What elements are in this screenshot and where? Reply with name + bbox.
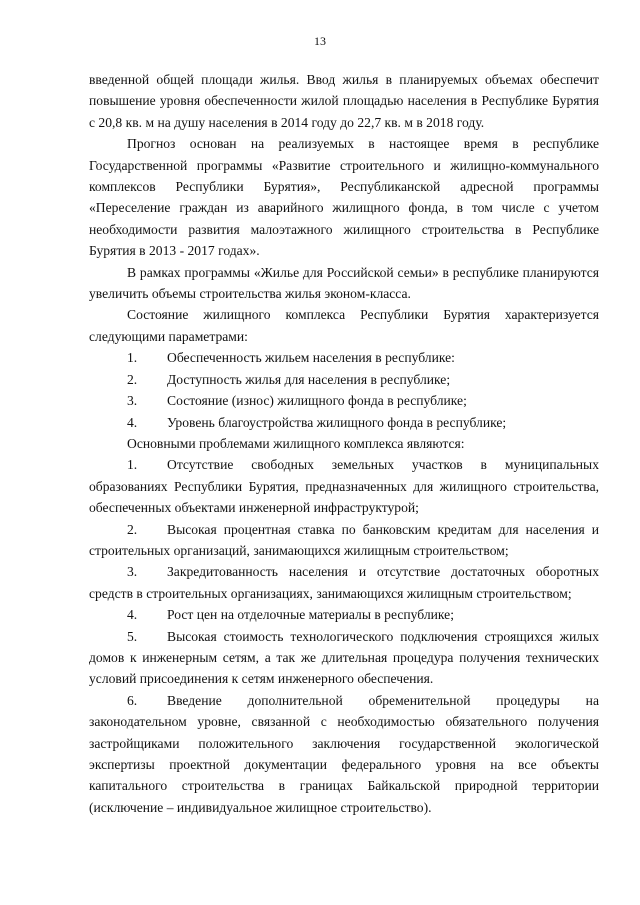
page-number: 13	[314, 34, 326, 48]
list-item-number: 2.	[127, 521, 138, 537]
list-item-text: Высокая стоимость технологического подключения строящихся жилых домов к инженерным сетям, а так же длительная процедура получения технических условий присоединения к сетям инженерного обеспечения.	[89, 628, 599, 687]
list-item	[89, 690, 599, 818]
paragraph	[89, 133, 599, 261]
paragraph	[89, 262, 599, 305]
list-item-text: Высокая процентная ставка по банковским кредитам для населения и строительных организаций, занимающихся жилищным строительством;	[89, 521, 599, 558]
paragraph-continuation	[89, 69, 599, 133]
list-item-number: 4.	[127, 414, 138, 430]
list-item-number: 1.	[127, 457, 138, 473]
list-item	[89, 369, 599, 390]
list-item-text: Уровень благоустройства жилищного фонда в республике;	[167, 414, 507, 430]
list-item-number: 5.	[127, 628, 138, 644]
list-item-text: Рост цен на отделочные материалы в республике;	[167, 607, 454, 623]
paragraph	[89, 304, 599, 347]
list-item	[89, 347, 599, 368]
paragraph	[89, 433, 599, 454]
paragraph-text: В рамках программы «Жилье для Российской семьи» в республике планируются увеличить объемы строительства жилья эконом-класса.	[89, 264, 599, 302]
paragraph-text: Состояние жилищного комплекса Республики Бурятия характеризуется следующими параметрами:	[89, 307, 599, 344]
list-item-text: Отсутствие свободных земельных участков в муниципальных образованиях Республики Бурятия, предназначенных для жилищного строительства, обеспеченных объектами инженерной инфраструктурой;	[89, 457, 599, 516]
list-item-number: 6.	[127, 692, 138, 708]
paragraph-text: введенной общей площади жилья. Ввод жилья в планируемых объемах обеспечит повышение уровня обеспеченности жилой площадью населения в Республике Бурятия с 20,8 кв. м на душу населения в 2014 году до 22,7 кв. м в 2018 году.	[89, 72, 599, 130]
list-item-number: 1.	[127, 350, 138, 366]
list-item-text: Состояние (износ) жилищного фонда в республике;	[167, 393, 467, 409]
document-body	[89, 69, 599, 818]
list-item	[89, 561, 599, 604]
list-item-number: 4.	[127, 607, 138, 623]
list-item-number: 3.	[127, 564, 138, 580]
list-item-number: 2.	[127, 371, 138, 387]
list-item	[89, 412, 599, 433]
list-item	[89, 604, 599, 625]
list-item	[89, 390, 599, 411]
list-item	[89, 454, 599, 518]
list-item-text: Обеспеченность жильем населения в республике:	[167, 350, 455, 366]
list-item	[89, 626, 599, 690]
list-item-text: Введение дополнительной обременительной процедуры на законодательном уровне, связанной с необходимостью обязательного получения застройщиками положительного заключения государственной экологической экспертизы проектной документации федерального уровня на все объекты капитального строительства в границах Байкальской природной территории (исключение – индивидуальное жилищное строительство).	[89, 692, 599, 815]
paragraph-text: Прогноз основан на реализуемых в настоящее время в республике Государственной программы «Развитие строительного и жилищно-коммунального комплексов Республики Бурятия», Республиканской адресной программы «Переселение граждан из аварийного жилищного фонда, в том числе с учетом необходимости развития малоэтажного жилищного строительства в Республике Бурятия в 2013 - 2017 годах».	[89, 136, 599, 259]
list-item-text: Доступность жилья для населения в республике;	[167, 371, 451, 387]
list-item-text: Закредитованность населения и отсутствие достаточных оборотных средств в строительных организациях, занимающихся жилищным строительством;	[89, 564, 599, 601]
list-item-number: 3.	[127, 393, 138, 409]
paragraph-text: Основными проблемами жилищного комплекса являются:	[127, 435, 465, 451]
list-item	[89, 519, 599, 562]
